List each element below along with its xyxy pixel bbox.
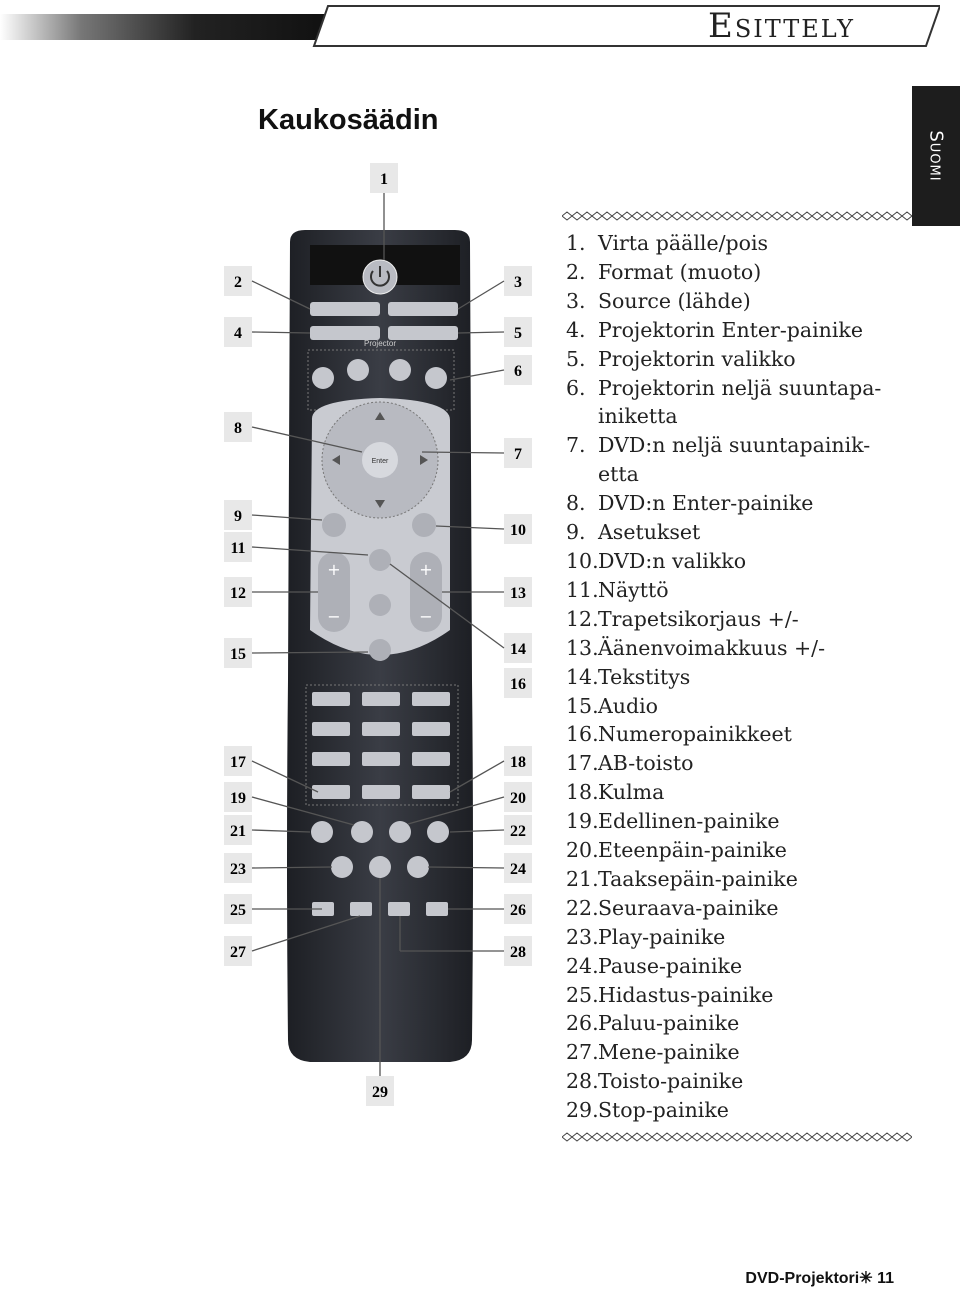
list-item-number: 1. <box>566 231 586 255</box>
svg-text:+: + <box>327 560 341 579</box>
list-item <box>566 431 906 460</box>
list-item-text: Trapetsikorjaus +/- <box>598 606 799 631</box>
list-item-number: 13. <box>566 635 599 660</box>
list-item-number: 12. <box>566 606 599 631</box>
list-item-text: Taaksepäin-painike <box>598 866 798 891</box>
svg-text:22: 22 <box>510 823 526 840</box>
svg-text:16: 16 <box>510 676 526 693</box>
list-item <box>566 894 906 923</box>
list-item-text: Asetukset <box>598 520 701 545</box>
list-item <box>566 634 906 663</box>
list-item-number: 2. <box>566 259 586 284</box>
list-item-number: 22. <box>566 895 599 920</box>
list-item <box>566 836 906 865</box>
list-item-number: 20. <box>566 838 599 863</box>
list-item <box>566 720 906 749</box>
list-item <box>566 1096 906 1125</box>
list-item-number: 25. <box>566 982 599 1007</box>
section-title: Kaukosäädin <box>258 104 439 136</box>
list-item <box>566 258 906 287</box>
page-header-title: Esittely <box>708 6 855 46</box>
list-item-number: 21. <box>566 866 599 891</box>
list-item-number: 11. <box>566 577 599 602</box>
svg-text:25: 25 <box>230 902 246 919</box>
list-item-text: DVD:n Enter-painike <box>598 491 814 516</box>
list-item-number: 16. <box>566 722 599 747</box>
list-item-text: Näyttö <box>598 577 669 602</box>
svg-text:Projector: Projector <box>363 339 397 348</box>
svg-text:2: 2 <box>234 274 242 291</box>
svg-text:3: 3 <box>514 274 522 291</box>
list-item-text: Kulma <box>598 780 665 805</box>
list-item-number: 26. <box>566 1011 599 1036</box>
list-item-text: Source (lähde) <box>598 288 751 313</box>
svg-text:18: 18 <box>510 754 526 771</box>
list-item <box>566 402 906 431</box>
list-item <box>566 807 906 836</box>
list-item-number: 3. <box>566 288 586 313</box>
list-item-text: iniketta <box>598 404 678 429</box>
list-item-number: 9. <box>566 520 586 545</box>
list-item-text: Paluu-painike <box>598 1011 740 1036</box>
svg-text:7: 7 <box>514 446 522 463</box>
svg-text:21: 21 <box>230 823 246 840</box>
list-item-number: 17. <box>566 751 599 776</box>
language-tab-label: Suomi <box>925 130 947 182</box>
list-item-number: 24. <box>566 953 599 978</box>
svg-text:10: 10 <box>510 522 526 539</box>
list-item-text: DVD:n neljä suuntapainik- <box>598 433 871 458</box>
list-item-text: DVD:n valikko <box>598 548 747 573</box>
svg-text:−: − <box>419 607 433 626</box>
remote-button-list <box>566 229 906 1125</box>
svg-text:24: 24 <box>510 861 526 878</box>
list-item-text: Mene-painike <box>598 1040 740 1065</box>
list-item-text: Edellinen-painike <box>598 809 780 834</box>
svg-text:29: 29 <box>372 1084 388 1101</box>
list-item-number: 19. <box>566 809 599 834</box>
list-item-text: Projektorin valikko <box>598 346 796 371</box>
list-item-number <box>566 460 598 489</box>
list-item <box>566 923 906 952</box>
list-item-number: 6. <box>566 375 586 400</box>
svg-text:11: 11 <box>230 540 246 557</box>
list-item-number: 7. <box>566 433 586 458</box>
list-item-text: etta <box>598 462 639 487</box>
svg-text:1: 1 <box>380 171 388 188</box>
list-item-text: Seuraava-painike <box>598 895 779 920</box>
list-item <box>566 1038 906 1067</box>
header-gradient-bar <box>0 14 325 40</box>
list-item-text: Äänenvoimakkuus +/- <box>598 635 826 660</box>
list-item-text: Toisto-painike <box>598 1069 744 1094</box>
list-item <box>566 749 906 778</box>
svg-text:27: 27 <box>230 944 246 961</box>
list-item-number: 14. <box>566 664 599 689</box>
list-item <box>566 778 906 807</box>
list-item-text: Virta päälle/pois <box>598 231 769 255</box>
list-item-text: Projektorin Enter-painike <box>598 317 863 342</box>
footer-star-icon: ✳ <box>859 1270 873 1287</box>
list-item <box>566 460 906 489</box>
list-item-text: Format (muoto) <box>598 259 762 284</box>
list-item-number: 23. <box>566 924 599 949</box>
svg-text:28: 28 <box>510 944 526 961</box>
list-item-number: 15. <box>566 693 599 718</box>
list-item-number: 29. <box>566 1098 599 1123</box>
decorative-divider-bottom <box>562 1132 912 1142</box>
decorative-divider-top <box>562 211 912 221</box>
list-item-number: 18. <box>566 780 599 805</box>
list-item-text: Audio <box>598 693 659 718</box>
svg-text:13: 13 <box>510 585 526 602</box>
list-item <box>566 229 906 258</box>
list-item <box>566 1009 906 1038</box>
list-item <box>566 1067 906 1096</box>
svg-text:+: + <box>419 560 433 579</box>
list-item <box>566 605 906 634</box>
list-item-text: AB-toisto <box>598 751 694 776</box>
svg-text:6: 6 <box>514 363 522 380</box>
svg-text:Enter: Enter <box>371 458 389 465</box>
list-item <box>566 692 906 721</box>
list-item <box>566 345 906 374</box>
list-item <box>566 663 906 692</box>
list-item-number: 10. <box>566 548 599 573</box>
svg-text:9: 9 <box>234 508 242 525</box>
list-item <box>566 981 906 1010</box>
list-item <box>566 287 906 316</box>
list-item-text: Projektorin neljä suuntapa- <box>598 375 882 400</box>
svg-text:15: 15 <box>230 646 246 663</box>
remote-illustration <box>210 160 550 1120</box>
list-item-number <box>566 402 598 431</box>
svg-text:8: 8 <box>234 420 242 437</box>
page-footer <box>745 1268 894 1288</box>
list-item-number: 4. <box>566 317 586 342</box>
list-item-number: 27. <box>566 1040 599 1065</box>
list-item <box>566 547 906 576</box>
list-item-text: Stop-painike <box>598 1098 729 1123</box>
footer-product: DVD-Projektori <box>745 1270 860 1287</box>
list-item-text: Numeropainikkeet <box>598 722 792 747</box>
list-item-text: Play-painike <box>598 924 726 949</box>
svg-text:14: 14 <box>510 641 526 658</box>
list-item-text: Eteenpäin-painike <box>598 838 787 863</box>
list-item-number: 28. <box>566 1069 599 1094</box>
svg-text:19: 19 <box>230 790 246 807</box>
language-tab <box>912 86 960 226</box>
svg-text:12: 12 <box>230 585 246 602</box>
list-item <box>566 316 906 345</box>
list-item <box>566 865 906 894</box>
svg-text:23: 23 <box>230 861 246 878</box>
svg-text:20: 20 <box>510 790 526 807</box>
list-item <box>566 952 906 981</box>
callout-right <box>504 266 532 966</box>
list-item <box>566 489 906 518</box>
svg-text:26: 26 <box>510 902 526 919</box>
list-item-text: Hidastus-painike <box>598 982 774 1007</box>
svg-text:−: − <box>327 607 341 626</box>
svg-text:5: 5 <box>514 325 522 342</box>
list-item <box>566 374 906 403</box>
list-item <box>566 518 906 547</box>
list-item-number: 8. <box>566 491 586 516</box>
footer-page-number: 11 <box>877 1270 894 1287</box>
list-item <box>566 576 906 605</box>
list-item-text: Tekstitys <box>598 664 691 689</box>
list-item-text: Pause-painike <box>598 953 743 978</box>
list-item-number: 5. <box>566 346 586 371</box>
svg-text:17: 17 <box>230 754 246 771</box>
svg-text:4: 4 <box>234 325 242 342</box>
